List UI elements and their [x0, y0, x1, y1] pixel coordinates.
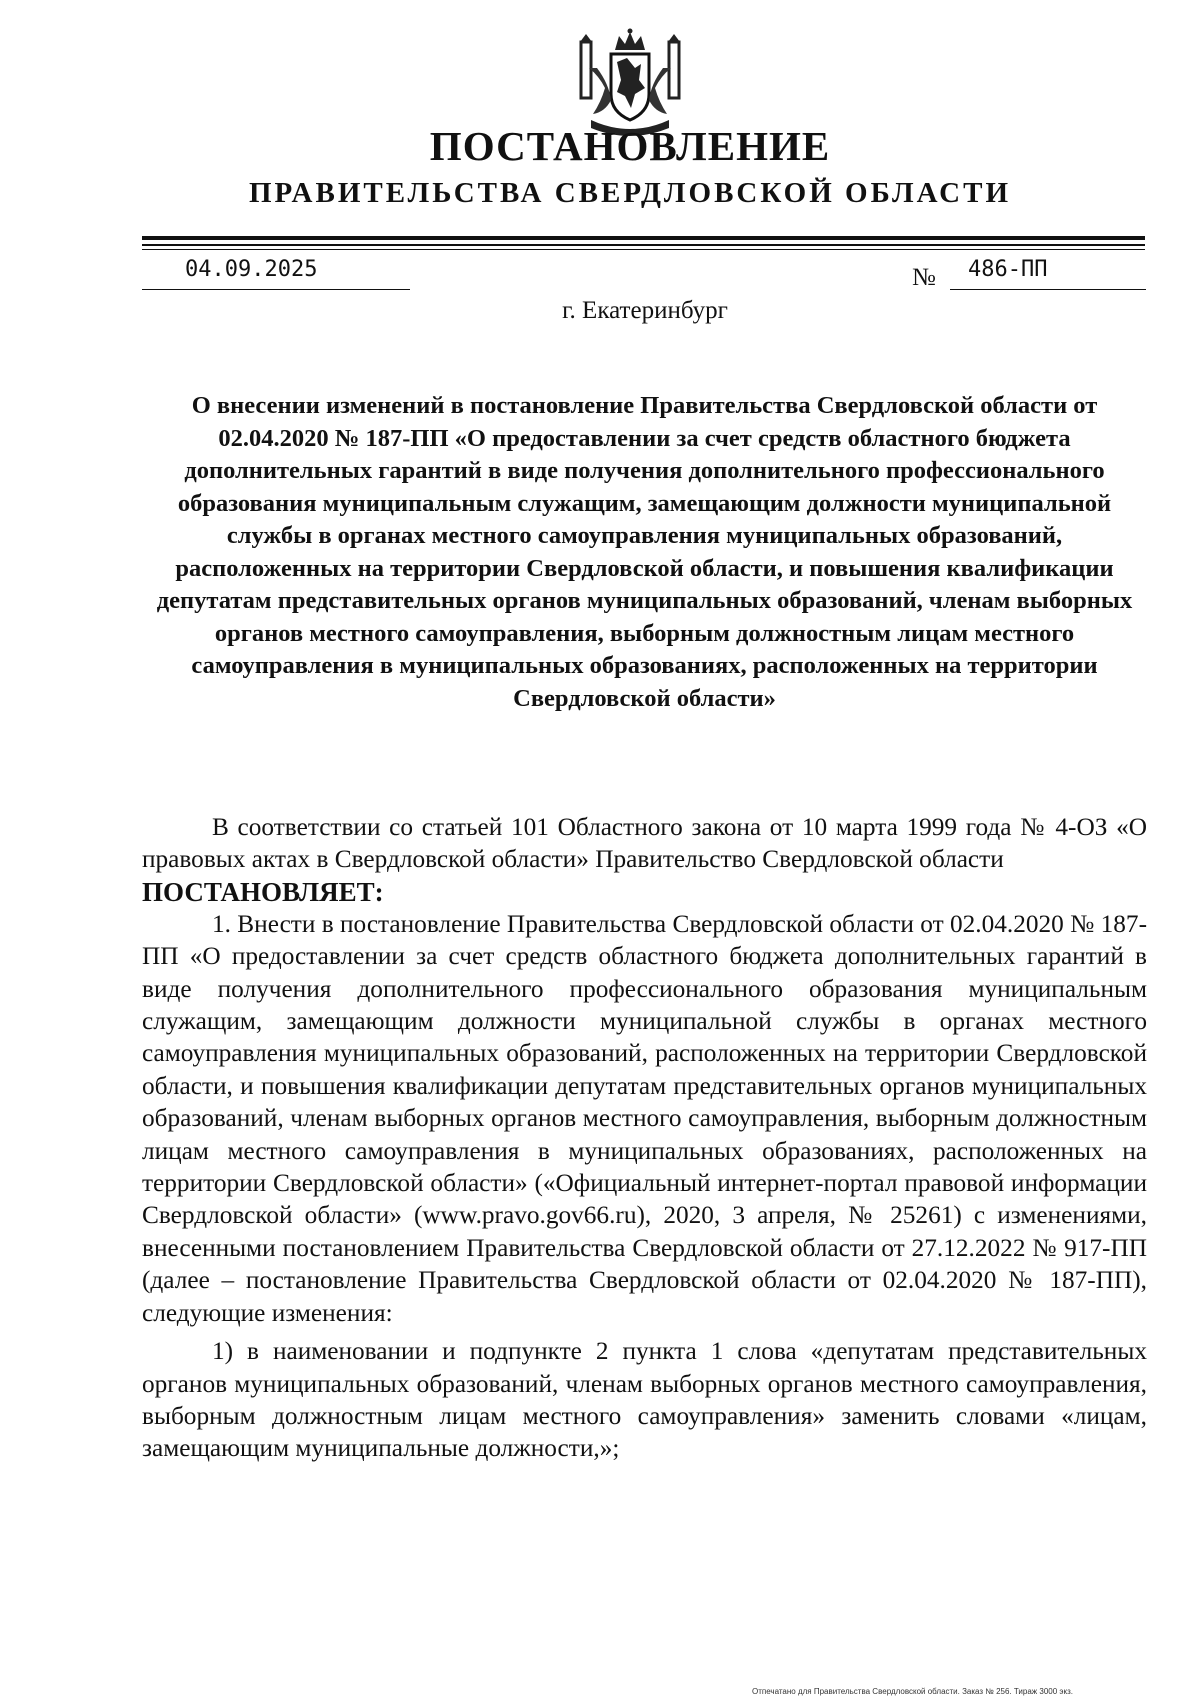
- document-number: 486-ПП: [968, 257, 1048, 282]
- print-note: Отпечатано для Правительства Свердловской области. Заказ № 256. Тираж 3000 экз.: [752, 1687, 1073, 1696]
- authority-heading: ПРАВИТЕЛЬСТВА СВЕРДЛОВСКОЙ ОБЛАСТИ: [248, 177, 1012, 209]
- date-underline: [142, 289, 410, 290]
- subitem-1-paragraph: 1) в наименовании и подпункте 2 пункта 1 слова «депутатам представительных органов муниципальных образований, членам выборных органов местного самоуправления, выборным должностным лицам местного самоуправления» заменить словами «лицам, замещающим муниципальные должности,»;: [142, 1337, 1147, 1463]
- item-1-paragraph: 1. Внести в постановление Правительства Свердловской области от 02.04.2020 № 187-ПП «О предоставлении за счет средств областного бюджета дополнительных гарантий в виде получения дополнительного профессионального образования муниципальным служащим, замещающим должности муниципальной службы в органах местного самоуправления муниципальных образований, расположенных на территории Свердловской области, и повышения квалификации депутатам представительных органов муниципальных образований, членам выборных органов местного самоуправления, выборным должностным лицам местного самоуправления в муниципальных образованиях, расположенных на территории Свердловской области» («Официальный интернет-портал правовой информации Свердловской области» (www.pravo.gov66.ru), 2020, 3 апреля, № 25261) с изменениями, внесенными постановлением Правительства Свердловской области от 27.12.2022 № 917-ПП (далее – постановление Правительства Свердловской области от 02.04.2020 № 187-ПП), следующие изменения:: [142, 909, 1147, 1327]
- decree-word: ПОСТАНОВЛЯЕТ:: [142, 876, 384, 907]
- city-of-issue: г. Екатеринбург: [562, 297, 728, 324]
- header-rule-thick: [142, 236, 1145, 240]
- header-rule-middle: [142, 244, 1145, 246]
- header-rule-thin: [142, 249, 1145, 250]
- number-underline: [950, 289, 1146, 290]
- document-date: 04.09.2025: [185, 257, 318, 282]
- preamble-paragraph: В соответствии со статьей 101 Областного закона от 10 марта 1999 года № 4-ОЗ «О правовых актах в Свердловской области» Правительство Свердловской области: [142, 813, 1147, 874]
- document-body: [142, 811, 1147, 1465]
- document-title: О внесении изменений в постановление Правительства Свердловской области от 02.04.2020 № 187-ПП «О предоставлении за счет средств областного бюджета дополнительных гарантий в виде получения дополнительного профессионального образования муниципальным служащим, замещающим должности муниципальной службы в органах местного самоуправления муниципальных образований, расположенных на территории Свердловской области, и повышения квалификации депутатам представительных органов муниципальных образований, членам выборных органов местного самоуправления, выборным должностным лицам местного самоуправления в муниципальных образованиях, расположенных на территории Свердловской области»: [156, 392, 1133, 712]
- number-sign: №: [912, 264, 936, 291]
- document-type-heading: ПОСТАНОВЛЕНИЕ: [429, 123, 831, 169]
